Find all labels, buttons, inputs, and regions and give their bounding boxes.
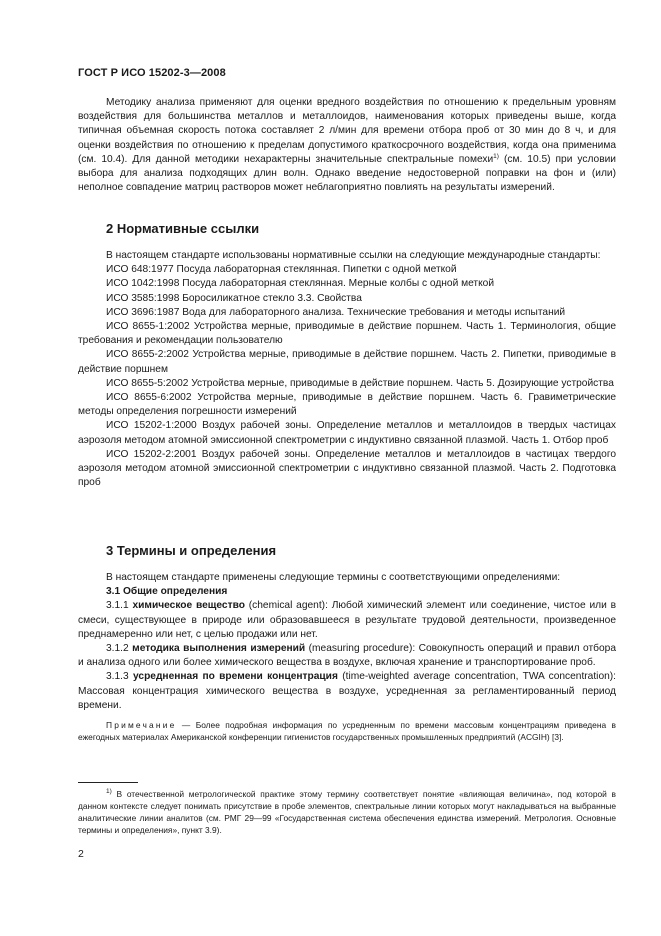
intro-paragraph: Методику анализа применяют для оценки вредного воздействия по отношению к предельным уровням воздействия для большинства металлов и металлоидов, наименования которых приведены выше, когда типичная объемная скорость потока составляет 2 л/мин для времени отбора проб от 30 мин до 8 ч, и для оценки воздействия по отношению к пределам допустимого краткосрочного воздействия, когда она применима (см. 10.4). Для данной методики нехарактерны значительные спектральные помехи$^{1)}$ (см. 10.5) при условии выбора для анализа подходящих длин волн. Однако введение недостоверной поправки на фон и (или) неполное совпадение матриц растворов может неблагоприятно повлиять на результаты измерений. xyxy=(78,97,616,194)
reference-item: ИСО 8655-2:2002 Устройства мерные, приводимые в действие поршнем. Часть 2. Пипетки, приводимые в действие поршнем xyxy=(78,349,616,375)
reference-item: ИСО 8655-5:2002 Устройства мерные, приводимые в действие поршнем. Часть 5. Дозирующие устройства xyxy=(106,377,614,389)
term-definition: 3.1.3 усредненная по времени концентрация (time-weighted average concentration, TWA concentration): Массовая концентрация химического вещества в воздухе, усредненная за регламентированный период времени. xyxy=(78,671,616,711)
reference-item: ИСО 3585:1998 Боросиликатное стекло 3.3. Свойства xyxy=(106,292,362,304)
page-number: 2 xyxy=(78,848,84,860)
reference-item: ИСО 8655-1:2002 Устройства мерные, приводимые в действие поршнем. Часть 1. Терминология, общие требования и рекомендации пользователю xyxy=(78,321,616,347)
section-3-intro: В настоящем стандарте применены следующие термины с соответствующими определениями: xyxy=(106,572,561,583)
section-2 xyxy=(78,221,616,236)
intro-section xyxy=(78,96,616,195)
reference-item: ИСО 8655-6:2002 Устройства мерные, приводимые в действие поршнем. Часть 6. Гравиметрические методы определения погрешности измерений xyxy=(78,392,616,418)
section-3 xyxy=(78,543,616,558)
footnote: $^{1)}$ В отечественной метрологической практике этому термину соответствует понятие «влияющая величина», под которой в данном контексте следует понимать присутствие в пробе элементов, спектральные линии которых могут накладываться на выбранные аналитические линии аналитов (см. РМГ 29—99 «Государственная система обеспечения единства измерений. Метрология. Основные термины и определения», пункт 3.9). xyxy=(78,788,616,835)
term-definition: 3.1.2 методика выполнения измерений (measuring procedure): Совокупность операций и правил отбора и анализа одного или более химического вещества в воздухе, включая хранение и транспортирование проб. xyxy=(78,643,616,669)
reference-item: ИСО 648:1977 Посуда лабораторная стеклянная. Пипетки с одной меткой xyxy=(106,264,457,276)
reference-item: ИСО 1042:1998 Посуда лабораторная стеклянная. Мерные колбы с одной меткой xyxy=(106,278,495,290)
term-definition: 3.1.1 химическое вещество (chemical agent): Любой химический элемент или соединение, чистое или в смеси, существующее в природе или образовавшееся в результате трудовой деятельности, произведенное преднамеренно или нет, с целью продажи или нет. xyxy=(78,600,617,640)
section-2-body xyxy=(78,249,616,490)
footnote-reference[interactable]: 1) xyxy=(493,152,499,160)
section-3-body xyxy=(78,571,616,743)
reference-item: ИСО 3696:1987 Вода для лабораторного анализа. Технические требования и методы испытаний xyxy=(106,306,566,318)
footnote-block xyxy=(78,788,616,836)
section-2-intro: В настоящем стандарте использованы нормативные ссылки на следующие международные стандарты: xyxy=(106,250,601,261)
reference-item: ИСО 15202-2:2001 Воздух рабочей зоны. Определение металлов и металлоидов в частицах твердого аэрозоля методом атомной эмиссионной спектрометрии с индуктивно связанной плазмой. Часть 2. Подготовка проб xyxy=(78,448,616,489)
note: Примечание — Более подробная информация по усредненным по времени массовым концентрациям приведена в ежегодных материалах Американской конференции гигиенистов государственных промышленных предприятий (ACGIH) [3]. xyxy=(78,720,616,743)
footnote-divider xyxy=(78,782,138,783)
document-header: ГОСТ Р ИСО 15202-3—2008 xyxy=(78,67,226,79)
section-2-heading: 2 Нормативные ссылки xyxy=(106,221,260,236)
reference-item: ИСО 15202-1:2000 Воздух рабочей зоны. Определение металлов и металлоидов в твердых частицах аэрозоля методом атомной эмиссионной спектрометрии с индуктивно связанной плазмой. Часть 1. Отбор проб xyxy=(78,420,616,446)
subsection-heading: 3.1 Общие определения xyxy=(106,586,228,598)
section-3-heading: 3 Термины и определения xyxy=(106,543,277,558)
